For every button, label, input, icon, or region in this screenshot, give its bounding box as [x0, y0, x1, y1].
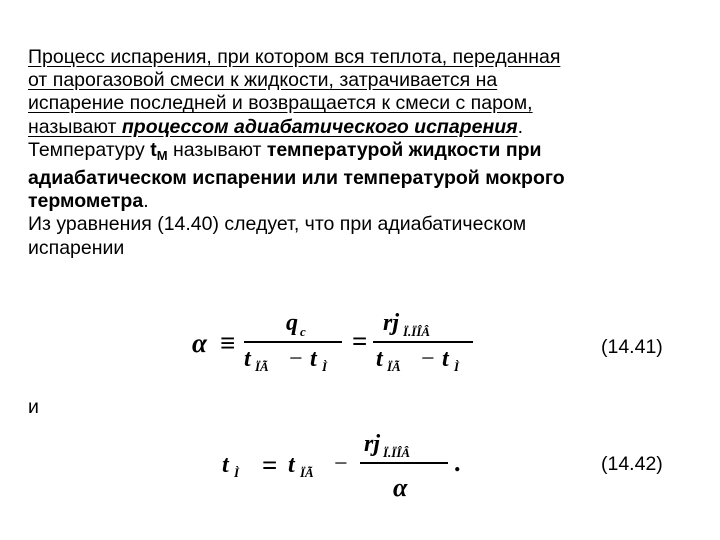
- lhs-t: t: [222, 452, 229, 478]
- equation-number: (14.41): [601, 336, 663, 358]
- fraction-bar: [360, 462, 448, 464]
- text-span: называют: [28, 115, 122, 138]
- numerator-rj-subscript: Ï.ÏÎÂ: [403, 324, 431, 339]
- minus-sign: −: [334, 451, 348, 477]
- alpha-symbol: α: [192, 328, 207, 358]
- denominator-subscript: ÏÃ: [387, 359, 401, 374]
- main-text: [28, 46, 698, 260]
- denominator-t: t: [244, 346, 251, 372]
- paragraph-1: [28, 46, 698, 139]
- rhs-subscript: ÏÃ: [300, 465, 314, 480]
- lhs-subscript: Ì: [234, 465, 240, 480]
- text-line: Из уравнения (14.40) следует, что при адиабатическом: [28, 213, 527, 236]
- numerator-rj-subscript: Ï.ÏÎÂ: [383, 445, 411, 460]
- bold-term: температурой жидкости при: [266, 138, 542, 161]
- text-line: [28, 116, 698, 139]
- conjunction-text: и: [28, 396, 39, 418]
- fraction-bar: [244, 341, 342, 343]
- text-line: испарении: [28, 236, 125, 259]
- text-line: испарение последней и возвращается к смеси с паром,: [28, 92, 533, 115]
- denominator-subscript: ÏÃ: [255, 359, 269, 374]
- denominator-subscript: Ì: [454, 359, 460, 374]
- text-line: [28, 190, 698, 213]
- text-span: .: [517, 115, 524, 138]
- fraction-bar: [373, 341, 473, 343]
- text-line: Процесс испарения, при котором вся теплота, переданная: [28, 46, 561, 68]
- text-span: Температуру: [28, 138, 151, 161]
- equation-number: (14.42): [601, 453, 663, 475]
- denominator-t: t: [310, 346, 317, 372]
- minus-sign: −: [421, 346, 435, 372]
- bold-term: термометра: [28, 190, 144, 213]
- numerator-rj: rj: [364, 431, 381, 457]
- numerator-q-subscript: c: [300, 324, 306, 339]
- minus-sign: −: [289, 346, 303, 372]
- text-span: называют: [167, 138, 267, 161]
- symbol-t: t: [150, 138, 157, 161]
- equiv-sign: ≡: [220, 328, 236, 358]
- symbol-subscript: М: [156, 147, 168, 163]
- equals-sign: =: [352, 326, 368, 356]
- paragraph-3: [28, 213, 698, 259]
- denominator-subscript: Ì: [322, 359, 328, 374]
- text-span: .: [143, 190, 149, 213]
- denominator-alpha: α: [393, 473, 408, 502]
- text-line: [28, 139, 698, 167]
- text-line: от парогазовой смеси к жидкости, затрачивается на: [28, 69, 498, 92]
- period: .: [454, 448, 461, 477]
- paragraph-2: [28, 139, 698, 214]
- bold-term: адиабатическом испарении или температурой мокрого: [28, 167, 565, 190]
- numerator-q: q: [286, 310, 298, 336]
- defined-term: процессом адиабатического испарения: [121, 115, 518, 138]
- denominator-t: t: [376, 346, 383, 372]
- numerator-rj: rj: [383, 310, 400, 336]
- equals-sign: =: [262, 450, 278, 480]
- rhs-t: t: [288, 452, 295, 478]
- denominator-t: t: [442, 346, 449, 372]
